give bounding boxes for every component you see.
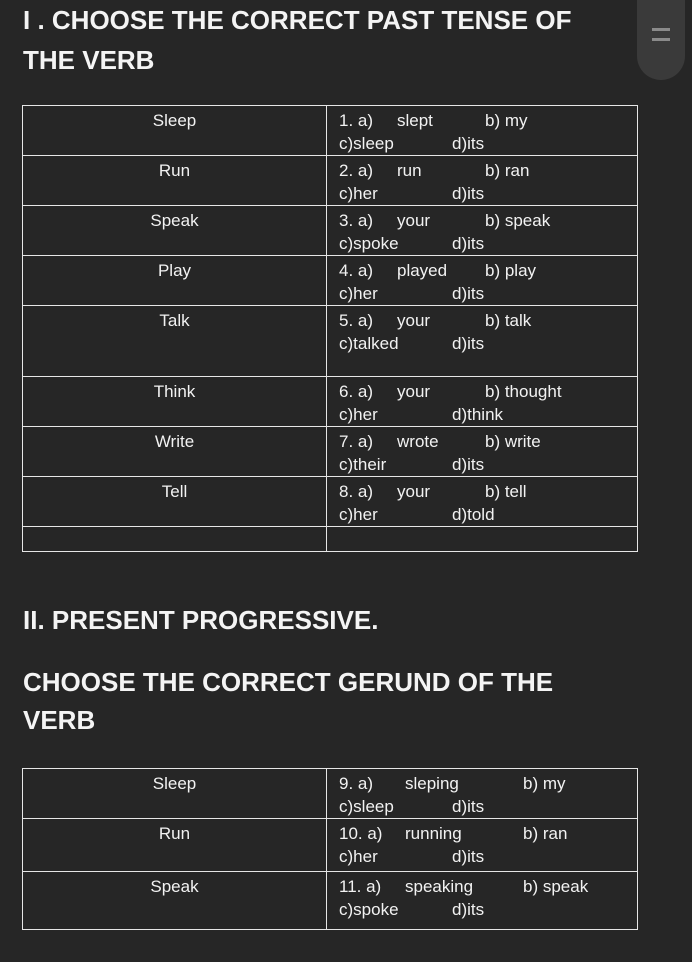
scrollbar-handle[interactable]	[637, 0, 685, 80]
verb-cell: Run	[23, 819, 327, 872]
option-a: running	[405, 824, 462, 843]
table-row	[23, 256, 638, 306]
gerund-table	[22, 768, 638, 930]
table-row	[23, 106, 638, 156]
option-c: c)their	[339, 455, 387, 474]
option-c: c)sleep	[339, 797, 394, 816]
option-c: c)her	[339, 505, 378, 524]
verb-cell: Play	[23, 256, 327, 306]
option-d: d)its	[452, 900, 485, 919]
option-a: your	[397, 482, 431, 501]
option-d: d)its	[452, 284, 485, 303]
question-number: 5. a)	[339, 311, 374, 330]
section1-title: I . CHOOSE THE CORRECT PAST TENSE OF THE VERB	[23, 5, 572, 75]
verb-cell: Write	[23, 427, 327, 477]
section2-title: II. PRESENT PROGRESSIVE.	[23, 605, 379, 635]
option-c: c)spoke	[339, 234, 399, 253]
options-cell	[327, 306, 638, 377]
section2-subtitle: CHOOSE THE CORRECT GERUND OF THE VERB	[23, 667, 554, 735]
options-cell	[327, 106, 638, 156]
table-row	[23, 206, 638, 256]
past-tense-table	[22, 105, 638, 552]
option-d: d)its	[452, 234, 485, 253]
option-b: b) speak	[523, 877, 589, 896]
verb-cell: Tell	[23, 477, 327, 527]
option-d: d)its	[452, 455, 485, 474]
empty-row	[23, 527, 638, 552]
option-b: b) my	[485, 111, 528, 130]
option-b: b) thought	[485, 382, 562, 401]
option-b: b) my	[523, 774, 566, 793]
option-c: c)her	[339, 184, 378, 203]
table-row	[23, 872, 638, 930]
option-d: d)its	[452, 334, 485, 353]
option-a: wrote	[397, 432, 439, 451]
option-a: your	[397, 211, 431, 230]
table-row	[23, 156, 638, 206]
table-row	[23, 477, 638, 527]
options-cell	[327, 377, 638, 427]
options-cell	[327, 872, 638, 930]
verb-cell: Run	[23, 156, 327, 206]
option-b: b) tell	[485, 482, 527, 501]
option-d: d)its	[452, 184, 485, 203]
verb-cell: Sleep	[23, 106, 327, 156]
option-b: b) write	[485, 432, 541, 451]
option-b: b) play	[485, 261, 537, 280]
option-c: c)her	[339, 284, 378, 303]
verb-cell: Speak	[23, 206, 327, 256]
question-number: 3. a)	[339, 211, 374, 230]
option-b: b) talk	[485, 311, 532, 330]
empty-cell	[327, 527, 638, 552]
option-c: c)spoke	[339, 900, 399, 919]
option-a: played	[397, 261, 448, 280]
table-row	[23, 306, 638, 377]
question-number: 4. a)	[339, 261, 374, 280]
option-d: d)its	[452, 797, 485, 816]
option-b: b) speak	[485, 211, 551, 230]
table-row	[23, 819, 638, 872]
options-cell	[327, 206, 638, 256]
option-d: d)its	[452, 134, 485, 153]
table-row	[23, 769, 638, 819]
question-number: 8. a)	[339, 482, 374, 501]
options-cell	[327, 769, 638, 819]
option-a: speaking	[405, 877, 474, 896]
option-a: sleping	[405, 774, 459, 793]
option-d: d)told	[452, 505, 495, 524]
options-cell	[327, 819, 638, 872]
option-a: slept	[397, 111, 433, 130]
option-a: your	[397, 382, 431, 401]
option-a: your	[397, 311, 431, 330]
grip-line-icon	[652, 38, 670, 41]
options-cell	[327, 256, 638, 306]
question-number: 6. a)	[339, 382, 374, 401]
option-b: b) ran	[485, 161, 530, 180]
question-number: 7. a)	[339, 432, 374, 451]
option-c: c)sleep	[339, 134, 394, 153]
options-cell	[327, 156, 638, 206]
table-row	[23, 377, 638, 427]
question-number: 11. a)	[339, 877, 382, 896]
option-a: run	[397, 161, 422, 180]
grip-line-icon	[652, 28, 670, 31]
question-number: 2. a)	[339, 161, 374, 180]
option-b: b) ran	[523, 824, 568, 843]
option-c: c)her	[339, 405, 378, 424]
option-c: c)talked	[339, 334, 399, 353]
table-row	[23, 427, 638, 477]
verb-cell: Sleep	[23, 769, 327, 819]
options-cell	[327, 427, 638, 477]
question-number: 9. a)	[339, 774, 374, 793]
option-d: d)its	[452, 847, 485, 866]
verb-cell: Talk	[23, 306, 327, 377]
empty-cell	[23, 527, 327, 552]
option-d: d)think	[452, 405, 504, 424]
options-cell	[327, 477, 638, 527]
question-number: 10. a)	[339, 824, 383, 843]
verb-cell: Speak	[23, 872, 327, 930]
option-c: c)her	[339, 847, 378, 866]
verb-cell: Think	[23, 377, 327, 427]
question-number: 1. a)	[339, 111, 374, 130]
